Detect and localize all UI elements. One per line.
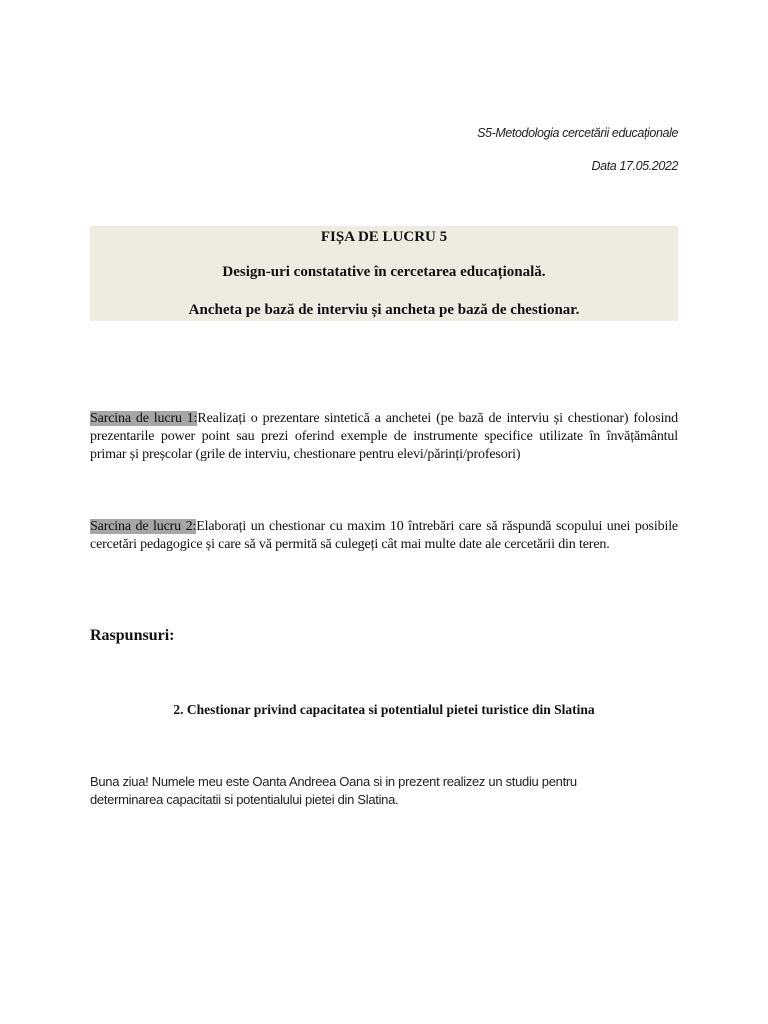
worksheet-title-box: [90, 226, 678, 321]
task-2-text: Elaborați un chestionar cu maxim 10 întrebări care să răspundă scopului unei posibile cercetări pedagogice și care să vă permită să culegeți cât mai multe date ale cercetării din teren.: [90, 519, 678, 552]
task-1-paragraph: [90, 410, 678, 464]
course-line: S5-Metodologia cercetării educaționale: [477, 126, 678, 140]
task-2-paragraph: [90, 518, 678, 554]
worksheet-title: FIȘA DE LUCRU 5: [320, 229, 448, 245]
date-line: Data 17.05.2022: [591, 159, 678, 173]
worksheet-subtitle: Design-uri constatative în cercetarea educațională.: [222, 264, 546, 280]
task-2-label: Sarcina de lucru 2:: [90, 519, 197, 534]
questionnaire-title: 2. Chestionar privind capacitatea si potentialul pietei turistice din Slatina: [173, 702, 595, 717]
task-1-label: Sarcina de lucru 1:: [90, 411, 198, 426]
task-1-text: Realizați o prezentare sintetică a anchetei (pe bază de interviu și chestionar) folosind prezentarile power point sau prezi oferind exemple de instrumente specifice utilizate în învățământul primar și preșcolar (grile de interviu, chestionare pentru elevi/părinți/profesori): [90, 411, 679, 462]
questionnaire-intro: Buna ziua! Numele meu este Oanta Andreea Oana si in prezent realizez un studiu pentru determinarea capacitatii si potentialului pietei din Slatina.: [90, 774, 577, 807]
worksheet-topic: Ancheta pe bază de interviu și ancheta pe bază de chestionar.: [188, 302, 580, 318]
answers-heading: Raspunsuri:: [90, 627, 175, 644]
